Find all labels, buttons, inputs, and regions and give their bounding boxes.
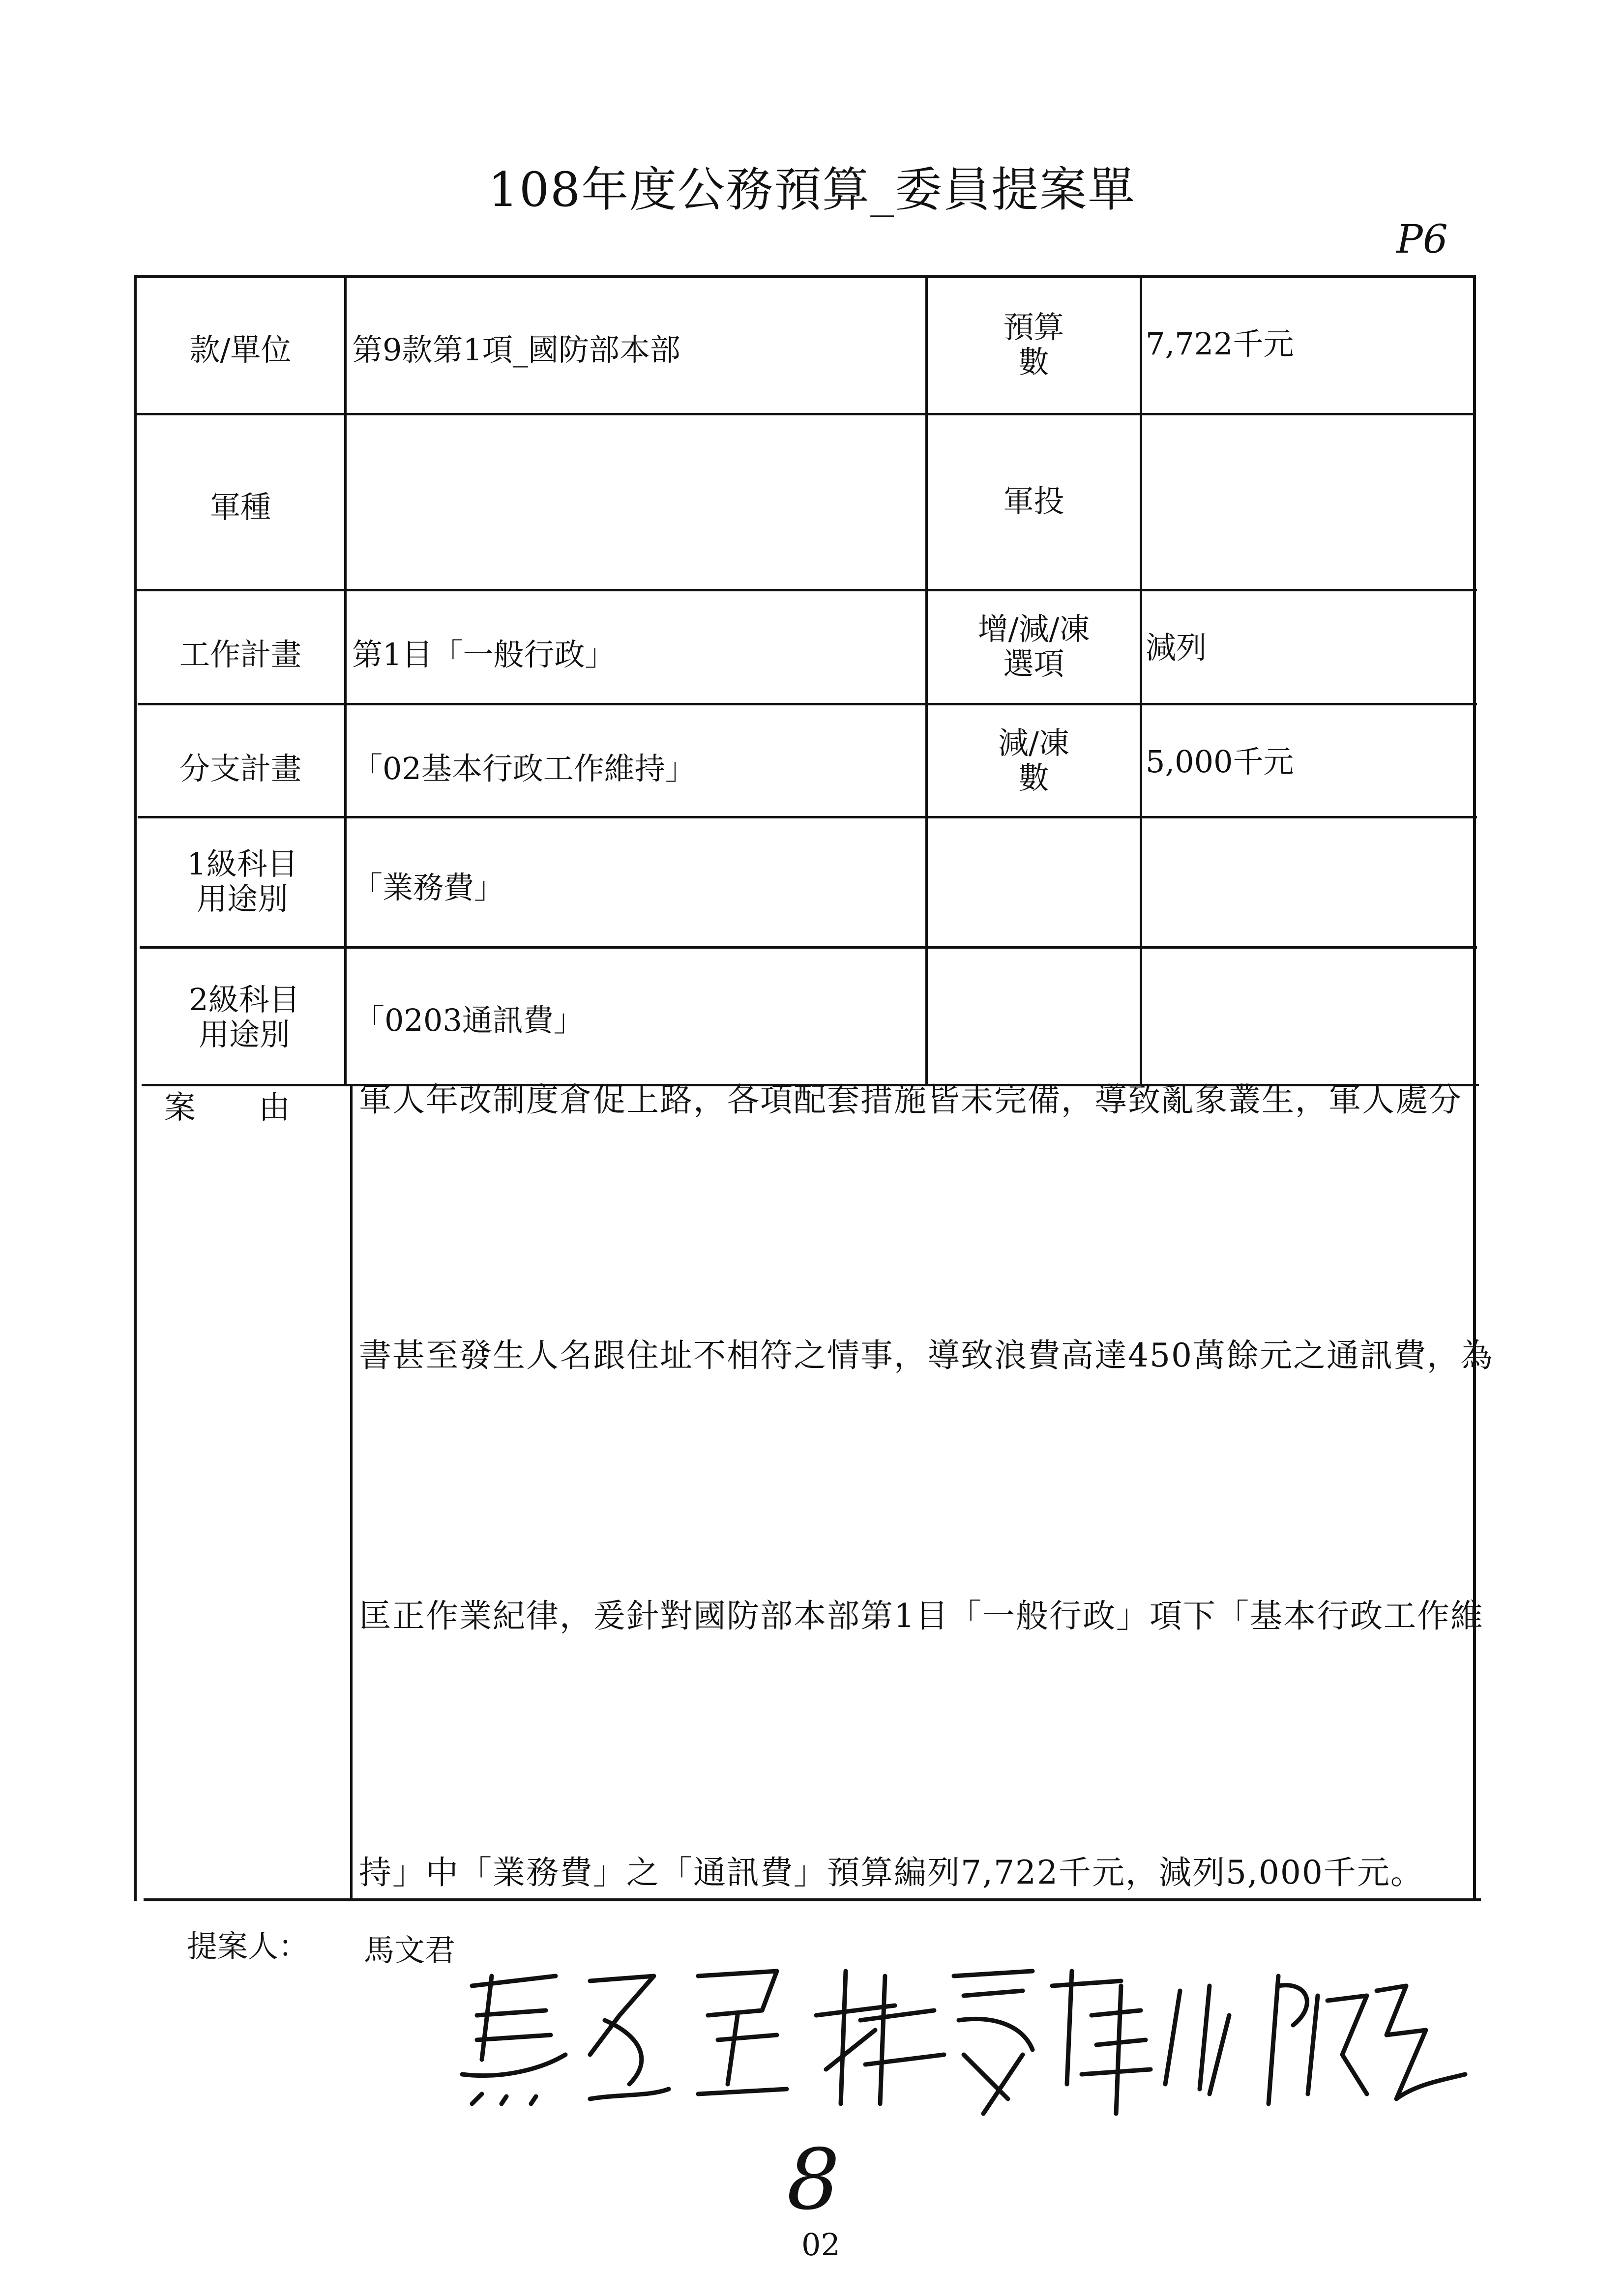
work-plan-value: 第1目「一般行政」 — [352, 637, 616, 672]
military-invest-label: 軍投 — [1003, 483, 1064, 519]
reason-label: 案 由 — [164, 1090, 290, 1126]
handwritten-page-mark: P6 — [1396, 216, 1448, 262]
reason-line-4: 持」中「業務費」之「通訊費」預算編列7,722千元，減列5,000千元。 — [359, 1854, 1424, 1891]
unit-value: 第9款第1項_國防部本部 — [352, 332, 680, 368]
page-number: 02 — [801, 2227, 840, 2263]
budget-label: 預算 數 — [1003, 309, 1064, 380]
handwritten-signatures — [443, 1956, 1475, 2133]
level1-label: 1級科目 用途別 — [187, 846, 298, 917]
reduce-amount-value: 5,000千元 — [1146, 744, 1294, 780]
proposer-name: 馬文君 — [364, 1932, 456, 1968]
reduce-amount-label: 減/凍 數 — [998, 725, 1069, 796]
handwritten-number: 8 — [787, 2131, 840, 2229]
level1-value: 「業務費」 — [352, 870, 505, 905]
work-plan-label: 工作計畫 — [179, 637, 301, 672]
level2-value: 「0203通訊費」 — [354, 1002, 584, 1038]
sub-plan-label: 分支計畫 — [179, 751, 301, 786]
adjust-option-value: 減列 — [1146, 630, 1207, 666]
proposer-label: 提案人： — [187, 1928, 309, 1964]
sub-plan-value: 「02基本行政工作維持」 — [352, 751, 696, 786]
unit-label: 款/單位 — [189, 332, 292, 368]
reason-line-2: 書甚至發生人名跟住址不相符之情事，導致浪費高達450萬餘元之通訊費，為 — [359, 1337, 1494, 1374]
budget-value: 7,722千元 — [1146, 326, 1294, 362]
level2-label: 2級科目 用途別 — [189, 982, 300, 1053]
page-title: 108年度公務預算_委員提案單 — [488, 162, 1136, 217]
reason-line-3: 匡正作業紀律，爰針對國防部本部第1目「一般行政」項下「基本行政工作維 — [359, 1597, 1484, 1635]
adjust-option-label: 增/減/凍 選項 — [977, 611, 1090, 682]
service-label: 軍種 — [209, 489, 271, 525]
reason-line-1: 軍人年改制度倉促上路，各項配套措施皆未完備，導致亂象叢生，軍人處分 — [359, 1081, 1462, 1119]
